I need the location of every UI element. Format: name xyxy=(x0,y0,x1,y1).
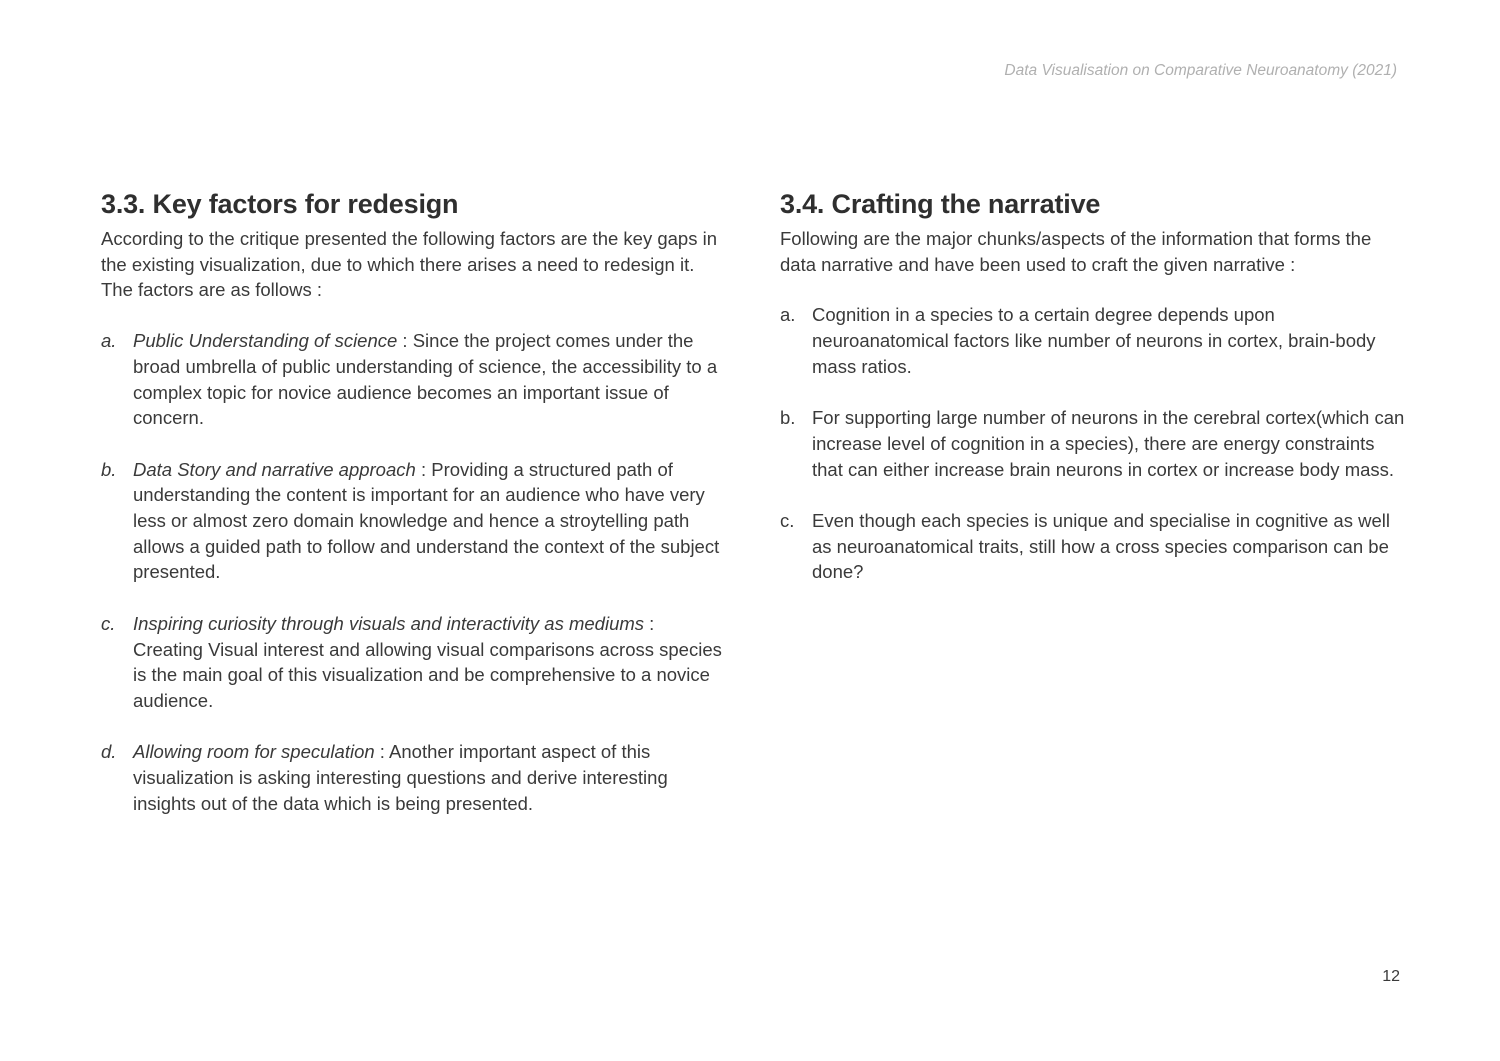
list-item xyxy=(780,405,1405,482)
list-marker: b. xyxy=(101,458,117,480)
page-number: 12 xyxy=(1382,968,1400,985)
section-intro: According to the critique presented the following factors are the key gaps in the existing visualization, due to which there arises a need to redesign it. The factors are as follows : xyxy=(101,228,717,301)
factor-text: : Creating Visual interest and allowing visual comparisons across species is the main goal of this visualization and be comprehensive to a novice audience. xyxy=(133,612,722,711)
list-item xyxy=(101,457,726,586)
list-marker: d. xyxy=(101,741,117,763)
factor-term: Allowing room for speculation xyxy=(133,741,375,763)
list-item xyxy=(780,302,1405,379)
factor-term: Inspiring curiosity through visuals and interactivity as mediums xyxy=(133,612,645,634)
factor-term: Data Story and narrative approach xyxy=(133,458,416,480)
narrative-text: Cognition in a species to a certain degree depends upon neuroanatomical factors like number of neurons in cortex, brain-body mass ratios. xyxy=(812,304,1376,377)
list-item xyxy=(101,328,726,431)
factor-text: : Since the project comes under the broad umbrella of public understanding of science, the accessibility to a complex topic for novice audience becomes an important issue of concern. xyxy=(133,330,718,429)
section-title: 3.3. Key factors for redesign xyxy=(101,189,459,219)
list-item xyxy=(101,611,726,714)
factor-text: : Providing a structured path of understanding the content is important for an audience who have very less or almost zero domain knowledge and hence a stroytelling path allows a guided path to follow and understand the context of the subject presented. xyxy=(133,458,720,583)
list-item xyxy=(101,739,726,816)
list-marker: a. xyxy=(101,330,117,352)
narrative-text: Even though each species is unique and specialise in cognitive as well as neuroanatomical traits, still how a cross species comparison can be done? xyxy=(812,510,1390,583)
list-item xyxy=(780,508,1405,585)
list-marker: c. xyxy=(101,612,116,634)
section-intro: Following are the major chunks/aspects of the information that forms the data narrative and have been used to craft the given narrative : xyxy=(780,228,1372,275)
running-header-title: Data Visualisation on Comparative Neuroanatomy (2021) xyxy=(1004,62,1397,79)
factor-text: : Another important aspect of this visualization is asking interesting questions and derive interesting insights out of the data which is being presented. xyxy=(133,741,668,814)
list-marker: b. xyxy=(780,407,796,429)
factor-term: Public Understanding of science xyxy=(133,330,398,352)
narrative-list xyxy=(780,302,1405,585)
narrative-text: For supporting large number of neurons in the cerebral cortex(which can increase level of cognition in a species), there are energy constraints that can either increase brain neurons in cortex or increase body mass. xyxy=(812,407,1405,480)
factor-list xyxy=(101,328,726,816)
section-crafting-narrative xyxy=(780,188,1405,611)
list-marker: c. xyxy=(780,510,795,531)
section-key-factors xyxy=(101,188,726,842)
section-title: 3.4. Crafting the narrative xyxy=(780,189,1101,219)
list-marker: a. xyxy=(780,304,796,326)
